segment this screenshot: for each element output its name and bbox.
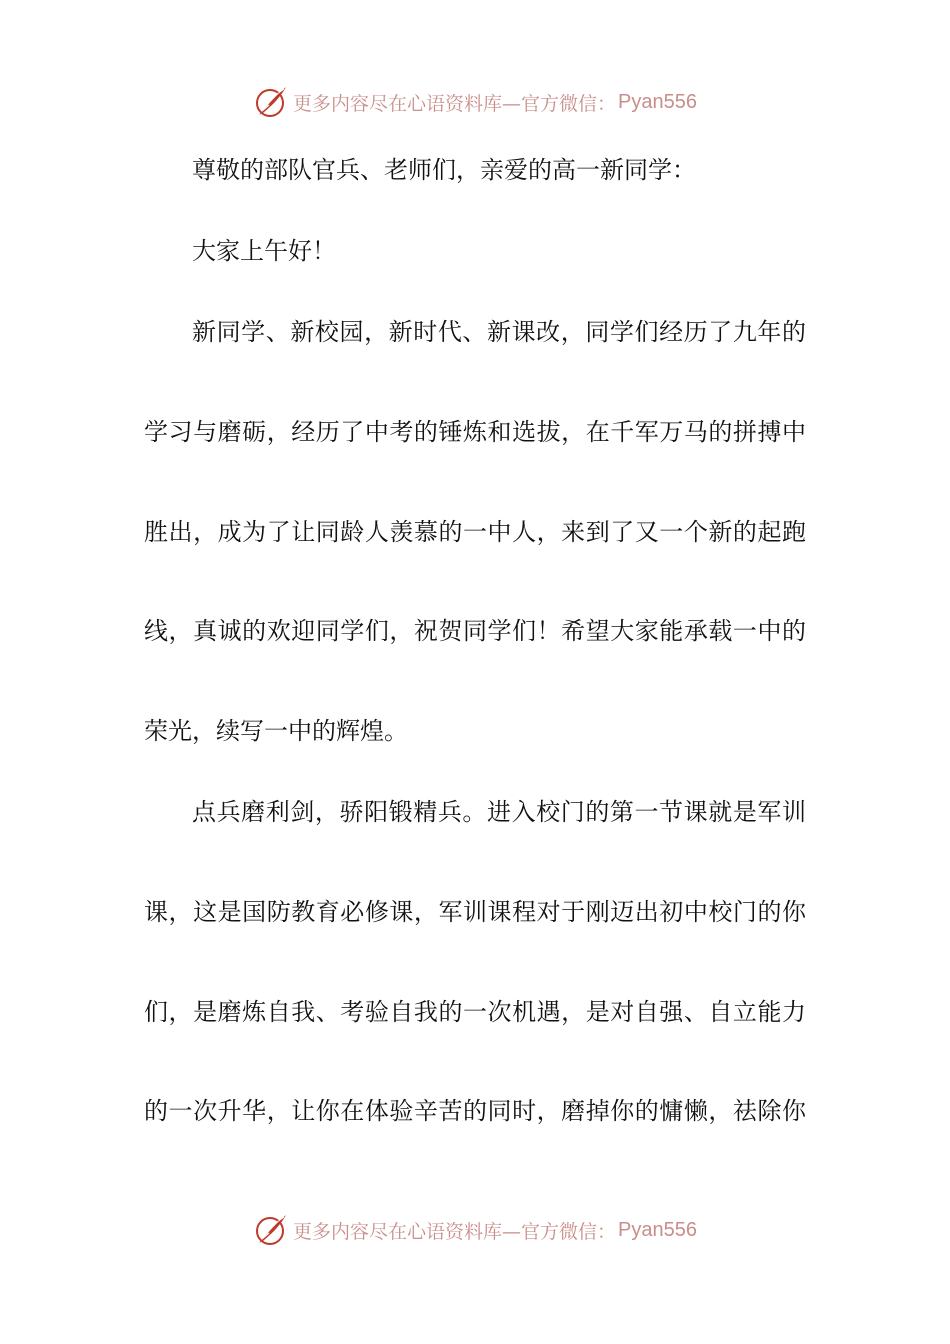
paragraph-2-line-3: 们，是磨炼自我、考验自我的一次机遇，是对自强、自立能力 [144, 998, 806, 1026]
quill-pen-logo-icon [253, 84, 289, 120]
paragraph-2-line-2: 课，这是国防教育必修课，军训课程对于刚迈出初中校门的你 [144, 898, 806, 926]
paragraph-1-line-2: 学习与磨砺，经历了中考的锤炼和选拔，在千军万马的拼搏中 [144, 418, 806, 446]
footer-banner-text: 更多内容尽在心语资料库—官方微信： [293, 1220, 617, 1243]
salutation: 尊敬的部队官兵、老师们，亲爱的高一新同学： [192, 156, 696, 184]
paragraph-2-line-4: 的一次升华，让你在体验辛苦的同时，磨掉你的慵懒，祛除你 [144, 1097, 806, 1125]
paragraph-1-line-5: 荣光，续写一中的辉煌。 [144, 717, 408, 745]
paragraph-1-line-3: 胜出，成为了让同龄人羡慕的一中人，来到了又一个新的起跑 [144, 518, 806, 546]
footer-wechat-id: Pyan556 [618, 1218, 697, 1241]
greeting: 大家上午好！ [192, 237, 336, 265]
header-banner-text: 更多内容尽在心语资料库—官方微信： [293, 92, 617, 115]
paragraph-1-line-1: 新同学、新校园，新时代、新课改，同学们经历了九年的 [192, 318, 806, 346]
paragraph-1-line-4: 线，真诚的欢迎同学们，祝贺同学们！希望大家能承载一中的 [144, 617, 806, 645]
header-banner [0, 82, 950, 122]
header-wechat-id: Pyan556 [618, 90, 697, 113]
quill-pen-logo-icon [253, 1212, 289, 1248]
footer-banner [0, 1210, 950, 1250]
paragraph-2-line-1: 点兵磨利剑，骄阳锻精兵。进入校门的第一节课就是军训 [192, 798, 806, 826]
